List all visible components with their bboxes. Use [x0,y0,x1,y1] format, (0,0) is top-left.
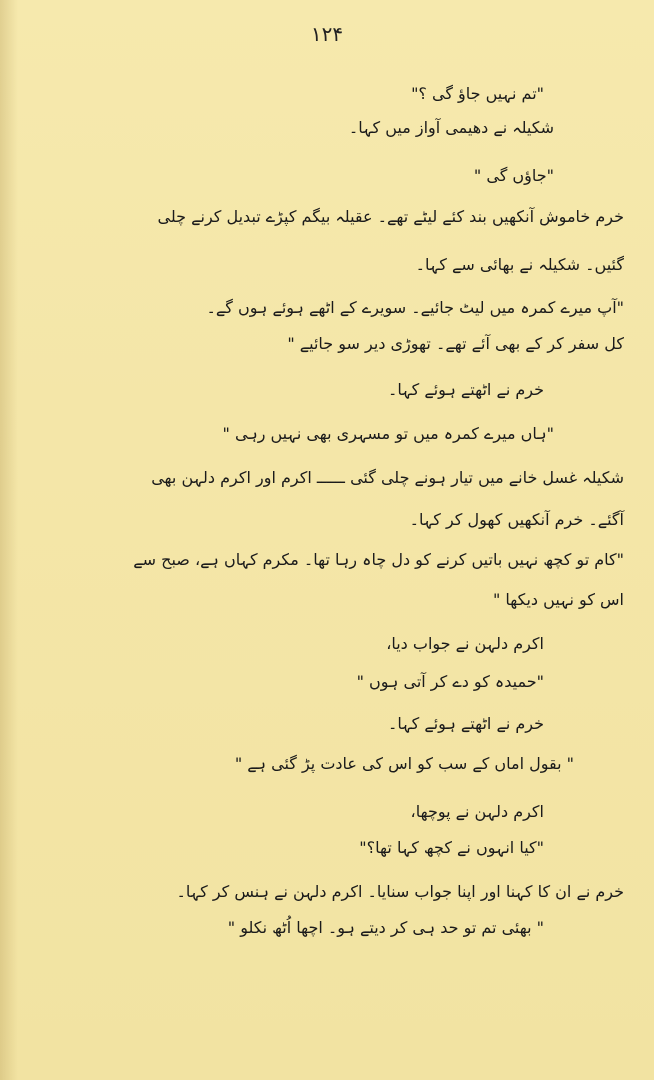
text-line: "ہاں میرے کمرہ میں تو مسہری بھی نہیں رہی " [222,424,554,443]
text-line: " بقول اماں کے سب کو اس کی عادت پڑ گئی ہے " [234,754,574,773]
text-line: اکرم دلہن نے پوچھا، [410,802,544,821]
text-line: خرم نے اٹھتے ہوئے کہا۔ [388,714,544,733]
text-line: کل سفر کر کے بھی آئے تھے۔ تھوڑی دیر سو جائیے " [287,334,624,353]
text-line: "آپ میرے کمرہ میں لیٹ جائیے۔ سویرے کے اٹھے ہوئے ہوں گے۔ [206,298,624,317]
text-line: "جاؤں گی " [473,166,554,185]
text-line: خرم خاموش آنکھیں بند کئے لیٹے تھے۔ عقیلہ بیگم کپڑے تبدیل کرنے چلی [157,207,624,226]
text-line: "کیا انہوں نے کچھ کہا تھا؟" [359,838,544,857]
text-line: گئیں۔ شکیلہ نے بھائی سے کہا۔ [415,255,624,274]
text-line: خرم نے اٹھتے ہوئے کہا۔ [388,380,544,399]
text-line: اکرم دلہن نے جواب دیا، [386,634,544,653]
text-line: "حمیدہ کو دے کر آتی ہوں " [356,672,544,691]
text-line: "تم نہیں جاؤ گی ؟" [411,84,544,103]
text-line: " بھئی تم تو حد ہی کر دیتے ہو۔ اچھا اُٹھ نکلو " [227,918,544,937]
text-line: اس کو نہیں دیکھا " [492,590,624,609]
text-line: شکیلہ نے دھیمی آواز میں کہا۔ [348,118,554,137]
page-number: ۱۲۴ [310,22,344,46]
text-line: خرم نے ان کا کہنا اور اپنا جواب سنایا۔ اکرم دلہن نے ہنس کر کہا۔ [176,882,624,901]
text-line: آگئے۔ خرم آنکھیں کھول کر کہا۔ [409,510,624,529]
text-line: "کام تو کچھ نہیں باتیں کرنے کو دل چاہ رہا تھا۔ مکرم کہاں ہے، صبح سے [133,550,624,569]
text-line: شکیلہ غسل خانے میں تیار ہونے چلی گئی ــــــ اکرم اور اکرم دلہن بھی [151,468,624,487]
